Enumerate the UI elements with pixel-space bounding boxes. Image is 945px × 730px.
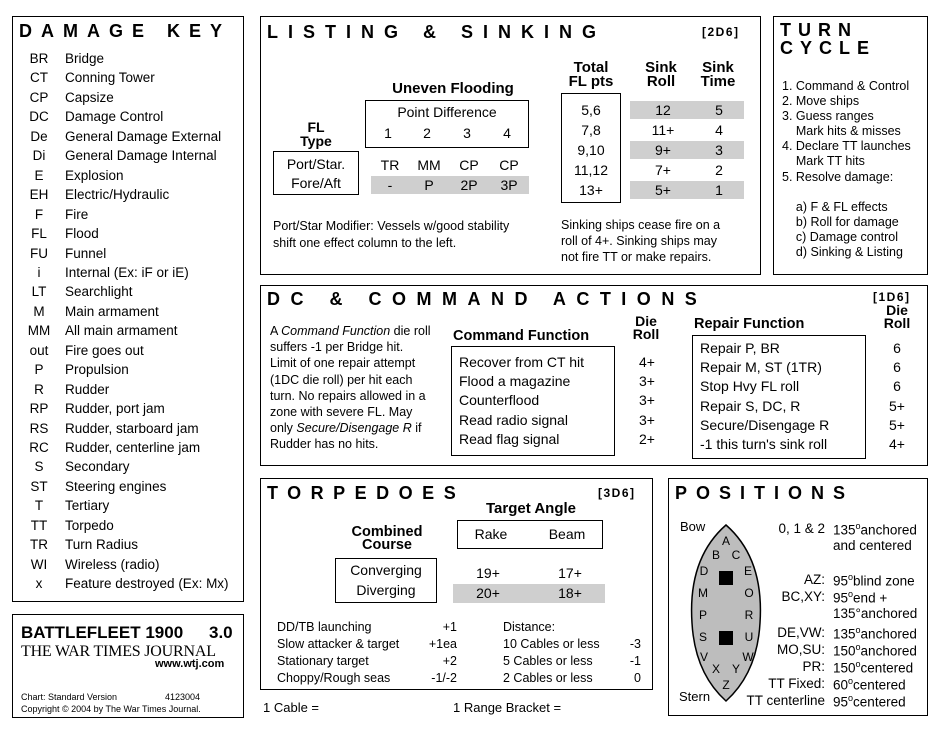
repair-function-item: Stop Hvy FL roll — [700, 378, 800, 395]
damage-code: EH — [29, 187, 49, 203]
damage-code: RS — [29, 420, 49, 436]
degree-symbol: o — [855, 642, 861, 652]
damage-code: WI — [30, 556, 48, 572]
arc-degrees: 135 — [833, 522, 856, 538]
command-function-item: Read flag signal — [459, 430, 560, 447]
repair-function-item: Repair M, ST (1TR) — [700, 359, 822, 376]
dc-note — [270, 323, 431, 453]
dc-note-line — [270, 372, 431, 388]
damage-code: ST — [30, 478, 48, 494]
diff-1: 1 — [384, 125, 392, 141]
damage-key-item — [15, 440, 241, 460]
ship-position-letter: S — [698, 630, 708, 644]
port-star-modifier-note: Port/Star Modifier: Vessels w/good stability shift one effect column to the left. — [273, 219, 510, 250]
damage-key-item — [15, 323, 241, 343]
repair-die-roll-head: Die Roll — [883, 302, 911, 331]
turn-cycle-step: 2. Move ships — [782, 94, 860, 109]
sink-time-value: 3 — [715, 142, 723, 158]
torpedo-modifier-label: Choppy/Rough seas — [277, 671, 391, 685]
damage-description: Rudder, centerline jam — [65, 440, 201, 455]
dc-note-text: die roll — [390, 324, 431, 338]
game-title: BATTLEFLEET 1900 — [21, 623, 184, 642]
listing-sinking-panel — [260, 16, 761, 275]
command-die-roll: 4+ — [639, 354, 655, 370]
arc-position: PR: — [802, 659, 825, 674]
ship-position-letter: V — [699, 650, 709, 664]
damage-key-item — [15, 421, 241, 441]
sink-roll-value: 7+ — [655, 162, 671, 178]
dc-note-line — [270, 355, 431, 371]
degree-symbol: o — [848, 693, 854, 703]
torpedo-modifier-label: Slow attacker & target — [277, 637, 400, 651]
damage-code: CT — [30, 70, 48, 86]
damage-code: BR — [29, 51, 49, 66]
dc-note-line — [270, 420, 431, 436]
repair-function-item: Repair S, DC, R — [700, 397, 801, 414]
degree-symbol: o — [855, 521, 861, 531]
command-function-item: Recover from CT hit — [459, 354, 584, 370]
listing-dice: [2D6] — [702, 25, 740, 39]
damage-description: Secondary — [65, 459, 130, 475]
dc-note-line — [270, 404, 431, 420]
damage-key-item — [15, 70, 241, 90]
sink-roll-value: 12 — [655, 102, 671, 118]
dc-note-text: A — [270, 324, 282, 338]
arc-description: anchored — [860, 626, 917, 642]
rake-label: Rake — [474, 526, 508, 542]
stern-label: Stern — [679, 689, 711, 704]
command-function-head: Command Function — [453, 328, 590, 344]
turn-cycle-step: Mark TT hits — [782, 154, 865, 169]
damage-description: Flood — [65, 226, 99, 242]
arc-description: centered — [853, 694, 906, 710]
damage-code: FL — [31, 226, 47, 242]
ship-position-letter: W — [742, 650, 754, 664]
dc-note-text: Limit of one repair attempt — [270, 356, 416, 371]
course-diverging: Diverging — [356, 582, 416, 598]
fl-row-labels-box — [273, 151, 359, 195]
positions-title: POSITIONS — [675, 483, 855, 503]
turn-cycle-step: 4. Declare TT launches — [782, 139, 911, 154]
damage-description: General Damage Internal — [65, 148, 217, 164]
repair-function-item: Secure/Disengage R — [700, 416, 830, 433]
total-fl-head: Total FL pts — [568, 59, 614, 90]
repair-die-roll: 6 — [893, 359, 901, 376]
dc-note-text: (1DC die roll) per hit each — [270, 372, 413, 387]
arc-value — [833, 676, 906, 693]
degree-symbol: o — [848, 572, 854, 582]
command-die-roll-head: Die Roll — [632, 313, 660, 342]
turn-cycle-step: 3. Guess ranges — [782, 109, 874, 124]
damage-code: DC — [29, 109, 49, 125]
dc-note-text: zone with severe FL. May — [270, 405, 413, 420]
damage-key-item — [15, 187, 241, 207]
torpedoes-dice: [3D6] — [598, 486, 636, 500]
damage-key-item — [15, 51, 241, 71]
sink-roll-head: Sink Roll — [645, 59, 677, 90]
dc-note-text: if — [411, 421, 422, 436]
dc-dice: [1D6] — [873, 290, 911, 304]
beam-converging: 17+ — [558, 565, 582, 581]
rake-diverging: 20+ — [476, 585, 500, 601]
sink-time-value: 5 — [715, 102, 723, 118]
damage-code: De — [30, 128, 48, 144]
positions-panel — [668, 478, 928, 716]
degree-symbol: o — [848, 676, 854, 686]
damage-key-item — [15, 304, 241, 324]
damage-key-item — [15, 168, 241, 188]
damage-key-item — [15, 537, 241, 557]
fl-effect-cell: - — [387, 177, 393, 193]
damage-key-item — [15, 401, 241, 421]
diff-4: 4 — [503, 125, 511, 141]
damage-key-item — [15, 284, 241, 304]
torpedo-modifier-label: Stationary target — [277, 654, 369, 668]
dc-note-line — [270, 339, 431, 355]
command-function-item: Read radio signal — [459, 411, 568, 428]
damage-description: General Damage External — [65, 128, 222, 144]
turn-cycle-step: 5. Resolve damage: — [782, 169, 894, 184]
damage-key-item — [15, 109, 241, 129]
ship-position-letter: D — [699, 564, 709, 578]
repair-function-item: Repair P, BR — [700, 340, 780, 356]
damage-key-item — [15, 226, 241, 246]
dc-note-line — [270, 388, 431, 404]
copyright: Copyright © 2004 by The War Times Journal. — [21, 704, 201, 714]
dc-title: DC & COMMAND ACTIONS — [267, 289, 708, 309]
repair-die-roll: 4+ — [889, 436, 905, 452]
rake-converging: 19+ — [476, 565, 500, 581]
arc-position: BC,XY: — [781, 589, 825, 604]
arc-description: end + — [853, 590, 888, 606]
arc-extra: and centered — [833, 538, 912, 553]
damage-description: Searchlight — [65, 284, 133, 300]
torpedoes-title: TORPEDOES — [267, 483, 466, 503]
ship-position-letter: C — [731, 548, 741, 562]
chart-version: Chart: Standard Version — [21, 692, 118, 702]
publisher-name: THE WAR TIMES JOURNAL — [21, 643, 216, 660]
arc-position: AZ: — [803, 572, 825, 587]
distance-label: 5 Cables or less — [503, 654, 593, 668]
turn-cycle-step: c) Damage control — [782, 229, 899, 244]
combined-course-head: Combined Course — [351, 524, 423, 553]
damage-code: RP — [29, 401, 49, 417]
damage-code: P — [34, 362, 44, 378]
diff-2: 2 — [423, 125, 431, 141]
torpedo-modifier-value: -1/-2 — [431, 671, 457, 685]
damage-description: Conning Tower — [65, 70, 155, 86]
sink-time-head: Sink Time — [700, 59, 736, 90]
total-fl-value: 5,6 — [581, 102, 601, 118]
damage-key-item — [15, 498, 241, 518]
ship-position-letter: U — [744, 630, 754, 644]
damage-code: MM — [27, 323, 51, 339]
ship-position-letter: X — [711, 662, 721, 676]
point-difference-label: Point Difference — [397, 104, 497, 120]
cable-label: 1 Cable = — [263, 700, 320, 715]
damage-code: E — [34, 167, 44, 183]
arc-position: TT centerline — [746, 693, 825, 708]
torpedoes-panel — [260, 478, 653, 690]
arc-description: anchored — [860, 522, 917, 538]
turn-cycle-title: TURN CYCLE — [780, 20, 877, 58]
damage-description: Fire — [65, 206, 89, 222]
damage-key-title: DAMAGE KEY — [19, 21, 232, 41]
degree-symbol: o — [855, 625, 861, 635]
damage-description: Feature destroyed (Ex: Mx) — [65, 576, 229, 592]
torpedo-modifier-value: +1 — [442, 620, 457, 634]
dc-note-line — [270, 323, 431, 339]
repair-die-roll: 5+ — [889, 397, 905, 414]
degree-symbol: o — [855, 659, 861, 669]
damage-description: Rudder — [65, 381, 110, 397]
dc-note-line — [270, 436, 431, 452]
arc-degrees: 95 — [833, 573, 849, 589]
damage-description: Main armament — [65, 303, 159, 319]
turn-cycle-step: 1. Command & Control — [782, 79, 910, 93]
branding-panel — [12, 614, 244, 718]
degree-symbol: o — [848, 589, 854, 599]
arc-value — [833, 693, 906, 710]
turn-cycle-step: Mark hits & misses — [782, 124, 901, 139]
fl-effect-cell: 3P — [500, 177, 518, 193]
torpedo-modifier-value: +1ea — [428, 637, 457, 651]
total-fl-value: 13+ — [579, 182, 603, 198]
distance-value: -1 — [629, 654, 641, 668]
damage-key-item — [15, 479, 241, 499]
turn-cycle-list — [782, 79, 911, 260]
arc-description: centered — [853, 677, 906, 693]
arc-degrees: 95 — [833, 590, 849, 606]
point-difference-box — [365, 100, 529, 148]
arc-position: DE,VW: — [777, 625, 825, 640]
arc-description: centered — [860, 660, 914, 676]
arc-value — [833, 625, 917, 642]
command-die-roll: 3+ — [639, 373, 655, 390]
beam-label: Beam — [548, 526, 586, 542]
damage-key-item — [15, 265, 241, 285]
damage-code: CP — [29, 89, 49, 105]
arc-position: TT Fixed: — [768, 676, 825, 691]
damage-description: Damage Control — [65, 109, 164, 125]
damage-code: Di — [32, 148, 46, 164]
fl-effect-cell: MM — [417, 157, 441, 173]
damage-description: All main armament — [65, 323, 178, 339]
damage-code: S — [34, 459, 44, 475]
fl-type-label: FL Type — [300, 119, 332, 149]
damage-key-item — [15, 148, 241, 168]
ship-position-letter: O — [744, 586, 754, 600]
damage-key-item — [15, 576, 241, 596]
damage-description: Electric/Hydraulic — [65, 187, 170, 203]
damage-key-item — [15, 518, 241, 538]
command-function-item: Flood a magazine — [459, 373, 571, 390]
diff-3: 3 — [463, 125, 471, 141]
arc-value — [833, 589, 887, 606]
course-box — [335, 558, 437, 603]
command-die-roll: 3+ — [639, 411, 655, 428]
dc-note-italic: Command Function — [281, 324, 391, 338]
ship-position-letter: B — [711, 548, 721, 562]
damage-description: Capsize — [65, 89, 114, 105]
ship-position-letter: E — [743, 564, 753, 578]
damage-description: Bridge — [65, 51, 105, 66]
damage-key-item — [15, 90, 241, 110]
damage-key-item — [15, 557, 241, 577]
damage-key-item — [15, 343, 241, 363]
damage-code: T — [34, 498, 44, 514]
ship-position-letter: R — [744, 608, 754, 622]
arc-value — [833, 659, 913, 676]
command-function-item: Counterflood — [459, 392, 540, 409]
damage-description: Turn Radius — [65, 537, 139, 553]
damage-description: Tertiary — [65, 498, 110, 514]
damage-description: Funnel — [65, 245, 107, 261]
uneven-flooding-label: Uneven Flooding — [392, 80, 514, 97]
command-die-roll: 2+ — [639, 430, 655, 447]
arc-degrees: 60 — [833, 677, 849, 693]
damage-description: Internal (Ex: iF or iE) — [65, 264, 189, 280]
total-fl-value: 11,12 — [574, 162, 608, 178]
fl-effect-cell: CP — [459, 157, 479, 173]
damage-description: Rudder, starboard jam — [65, 420, 199, 436]
repair-die-roll: 6 — [893, 340, 901, 356]
damage-code: x — [35, 576, 43, 592]
fl-effect-cell: CP — [499, 157, 519, 173]
damage-code: M — [33, 303, 45, 319]
dc-note-italic: Secure/Disengage R — [296, 421, 412, 436]
row-label-port-star: Port/Star. — [286, 156, 346, 172]
repair-die-roll: 5+ — [889, 416, 905, 433]
distance-head: Distance: — [503, 620, 556, 634]
dc-note-text: turn. No repairs allowed in a — [270, 388, 426, 403]
damage-key-item — [15, 382, 241, 402]
dc-command-panel — [260, 285, 928, 466]
fl-effect-cell: TR — [380, 157, 400, 173]
sink-time-value: 2 — [715, 162, 723, 178]
damage-key-item — [15, 362, 241, 382]
torpedo-modifier-label: DD/TB launching — [277, 620, 372, 634]
range-bracket-label: 1 Range Bracket = — [453, 700, 562, 715]
arc-degrees: 135 — [833, 626, 856, 642]
damage-code: LT — [31, 284, 47, 300]
damage-key-item — [15, 207, 241, 227]
course-converging: Converging — [350, 562, 422, 578]
damage-description: Steering engines — [65, 478, 167, 494]
target-angle-box — [457, 520, 603, 549]
damage-code: R — [34, 381, 44, 397]
arc-degrees: 150 — [833, 643, 856, 659]
distance-label: 2 Cables or less — [503, 671, 593, 685]
damage-description: Propulsion — [65, 362, 129, 378]
sink-time-value: 1 — [715, 182, 723, 198]
fl-effect-cell: 2P — [460, 177, 478, 193]
target-angle-head: Target Angle — [485, 500, 576, 517]
fl-effect-cell: P — [424, 177, 434, 193]
turn-cycle-step: b) Roll for damage — [782, 214, 899, 229]
dc-note-text: only — [270, 421, 297, 436]
damage-code: out — [29, 342, 49, 358]
damage-description: Rudder, port jam — [65, 401, 165, 417]
damage-description: Wireless (radio) — [65, 556, 160, 572]
sink-roll-value: 5+ — [655, 182, 671, 198]
damage-code: i — [37, 264, 41, 280]
ship-position-letter: M — [698, 586, 708, 600]
distance-label: 10 Cables or less — [503, 637, 600, 651]
damage-key-panel — [12, 16, 244, 602]
damage-key-item — [15, 129, 241, 149]
sink-time-value: 4 — [715, 122, 723, 138]
total-fl-value: 7,8 — [581, 122, 601, 138]
repair-function-item: -1 this turn's sink roll — [700, 436, 828, 452]
dc-note-text: Rudder has no hits. — [270, 437, 379, 452]
turn-cycle-step: a) F & FL effects — [782, 199, 888, 214]
turn-cycle-step: d) Sinking & Listing — [782, 245, 903, 260]
repair-function-head: Repair Function — [694, 316, 805, 332]
damage-description: Fire goes out — [65, 342, 144, 358]
damage-code: TR — [30, 537, 48, 553]
damage-code: TT — [30, 517, 48, 533]
publisher-url: www.wtj.com — [155, 658, 225, 670]
arc-value — [833, 572, 915, 589]
sink-roll-value: 11+ — [651, 122, 675, 138]
arc-degrees: 150 — [833, 660, 856, 676]
beam-diverging: 18+ — [558, 585, 582, 601]
dc-note-text: suffers -1 per Bridge hit. — [270, 340, 404, 355]
ship-position-letter: A — [721, 534, 731, 548]
listing-title: LISTING & SINKING — [267, 22, 607, 42]
damage-code: RC — [29, 440, 49, 455]
damage-code: FU — [30, 245, 48, 261]
distance-value: -3 — [629, 637, 641, 651]
ship-position-letter: Z — [722, 678, 730, 692]
arc-degrees: 95 — [833, 694, 849, 710]
torpedo-modifier-value: +2 — [442, 654, 457, 668]
game-version: 3.0 — [209, 623, 233, 642]
arc-position: MO,SU: — [776, 642, 825, 657]
sink-roll-value: 9+ — [655, 142, 671, 158]
ship-position-letter: P — [698, 608, 708, 622]
arc-position: 0, 1 & 2 — [778, 521, 825, 536]
damage-key-item — [15, 459, 241, 479]
sinking-note: Sinking ships cease fire on a roll of 4+. Sinking ships may not fire TT or make repairs. — [561, 218, 721, 264]
ship-position-letter: Y — [731, 662, 741, 676]
damage-description: Explosion — [65, 167, 124, 183]
distance-value: 0 — [634, 671, 641, 685]
bow-label: Bow — [680, 519, 706, 534]
turn-cycle-panel — [773, 16, 928, 275]
arc-value — [833, 521, 917, 538]
arc-extra: 135°anchored — [833, 606, 918, 621]
damage-code: F — [34, 206, 44, 222]
damage-key-list — [15, 51, 241, 596]
command-die-roll: 3+ — [639, 392, 655, 409]
chart-code: 4123004 — [165, 692, 201, 702]
repair-die-roll: 6 — [893, 378, 901, 395]
arc-description: blind zone — [853, 573, 915, 589]
arc-description: anchored — [860, 643, 917, 659]
damage-description: Torpedo — [65, 517, 114, 533]
row-label-fore-aft: Fore/Aft — [291, 175, 341, 191]
turn-cycle-step — [782, 185, 911, 200]
total-fl-value: 9,10 — [577, 142, 605, 158]
damage-key-item — [15, 246, 241, 266]
arc-value — [833, 642, 917, 659]
